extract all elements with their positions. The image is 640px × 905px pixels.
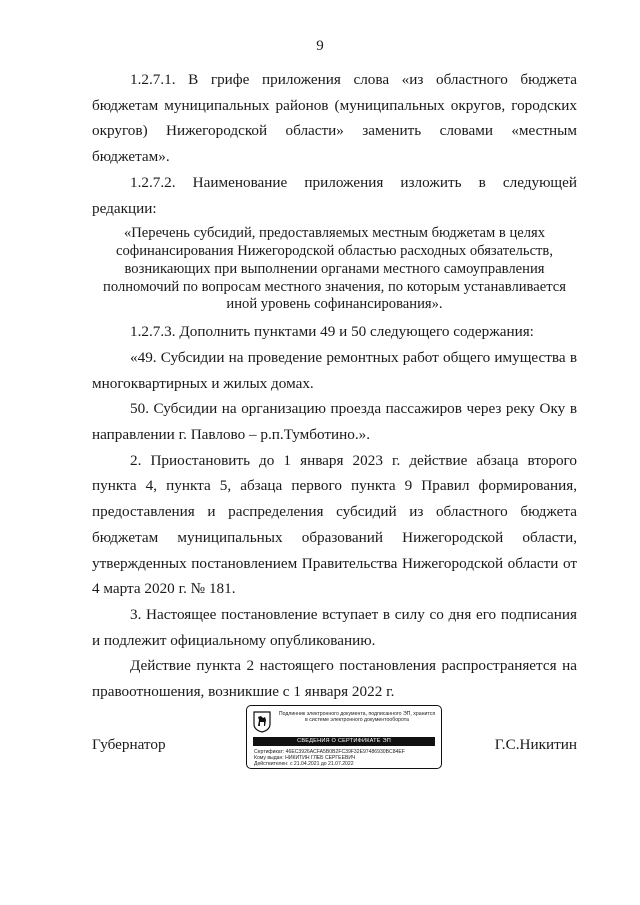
document-body [92, 67, 577, 705]
page-number: 9 [316, 38, 324, 54]
paragraph-2: 2. Приостановить до 1 января 2023 г. действие абзаца второго пункта 4, пункта 5, абзаца первого пункта 9 Правил формирования, предоставления и распределения субсидий из областного бюджета бюджетам муниципальных образований Нижегородской области, утвержденных постановлением Правительства Нижегородской области от 4 марта 2020 г. № 181. [92, 451, 577, 598]
stamp-note: Подлинник электронного документа, подписанного ЭП, хранится в системе электронного документооборота [278, 711, 436, 724]
signer-position: Губернатор [92, 736, 166, 753]
item-50: 50. Субсидии на организацию проезда пассажиров через реку Оку в направлении г. Павлово – р.п.Тумботино.». [92, 400, 577, 444]
paragraph-1-2-7-1: 1.2.7.1. В грифе приложения слова «из областного бюджета бюджетам муниципальных районов (муниципальных округов, городских округов) Нижегородской области» заменить словами «местным бюджетам». [92, 71, 577, 166]
paragraph-1-2-7-3: 1.2.7.3. Дополнить пунктами 49 и 50 следующего содержания: [130, 323, 534, 341]
paragraph-1-2-7-2: 1.2.7.2. Наименование приложения изложить в следующей редакции: [92, 173, 577, 217]
electronic-signature-stamp [246, 705, 442, 769]
paragraph-3: 3. Настоящее постановление вступает в силу со дня его подписания и подлежит официальному опубликованию. [92, 605, 577, 649]
stamp-issued-to: Кому выдан: НИКИТИН ГЛЕБ СЕРГЕЕВИЧ [254, 755, 356, 761]
item-49: «49. Субсидии на проведение ремонтных работ общего имущества в многоквартирных и жилых домах. [92, 348, 577, 392]
coat-of-arms-icon [253, 711, 271, 733]
paragraph-effect: Действие пункта 2 настоящего постановления распространяется на правоотношения, возникшие с 1 января 2022 г. [92, 657, 577, 701]
stamp-valid: Действителен: с 21.04.2021 до 21.07.2022 [254, 761, 354, 767]
stamp-header: СВЕДЕНИЯ О СЕРТИФИКАТЕ ЭП [253, 737, 435, 746]
signer-name: Г.С.Никитин [494, 736, 577, 753]
quoted-appendix-title: «Перечень субсидий, предоставляемых местным бюджетам в целях софинансирования Нижегородской областью расходных обязательств, возникающих при выполнении органами местного самоуправления полномочий по вопросам местного значения, по которым устанавливается иной уровень софинансирования». [103, 225, 566, 313]
stamp-certificate: Сертификат: 46EC3926ACFA5B0B2FC39F32E97486930BC84EF [254, 749, 405, 755]
